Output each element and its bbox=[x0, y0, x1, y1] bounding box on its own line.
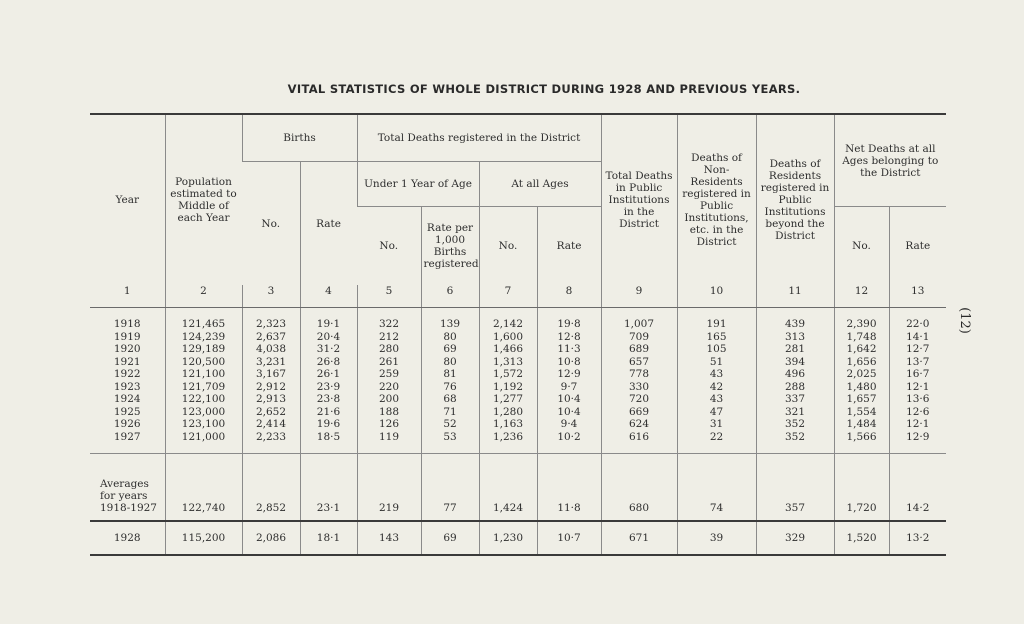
average-value-cell: 357 bbox=[756, 454, 834, 522]
value-cell: 121,465 bbox=[165, 308, 242, 331]
year-cell: 1927 bbox=[113, 430, 141, 443]
column-number: 10 bbox=[677, 285, 756, 308]
vital-statistics-table bbox=[90, 113, 946, 556]
value-cell: 2,913 bbox=[242, 393, 300, 406]
value-cell: 1,480 bbox=[834, 381, 889, 394]
header-year: Year bbox=[115, 194, 139, 206]
average-value-cell: 680 bbox=[601, 454, 677, 522]
table-row bbox=[90, 381, 946, 394]
value-cell: 337 bbox=[756, 393, 834, 406]
column-number: 8 bbox=[537, 285, 601, 308]
value-cell: 2,025 bbox=[834, 368, 889, 381]
header-population: Population estimated to Middle of each Year bbox=[165, 115, 242, 285]
value-cell: 2,652 bbox=[242, 406, 300, 419]
value-cell: 616 bbox=[601, 431, 677, 454]
value-cell: 1,466 bbox=[479, 343, 537, 356]
value-cell: 12·1 bbox=[889, 381, 946, 394]
value-cell: 1,277 bbox=[479, 393, 537, 406]
column-number-row bbox=[90, 285, 946, 308]
value-cell: 12·6 bbox=[889, 406, 946, 419]
value-cell: 31 bbox=[677, 418, 756, 431]
value-cell: 191 bbox=[677, 308, 756, 331]
value-cell: 1,656 bbox=[834, 356, 889, 369]
value-cell: 3,231 bbox=[242, 356, 300, 369]
value-cell: 1,230 bbox=[479, 521, 537, 554]
value-cell: 496 bbox=[756, 368, 834, 381]
value-cell: 69 bbox=[421, 343, 479, 356]
value-cell: 4,038 bbox=[242, 343, 300, 356]
value-cell: 13·7 bbox=[889, 356, 946, 369]
header-net-deaths: Net Deaths at all Ages belonging to the District bbox=[834, 115, 946, 207]
value-cell: 2,637 bbox=[242, 331, 300, 344]
value-cell: 657 bbox=[601, 356, 677, 369]
value-cell: 12·9 bbox=[537, 368, 601, 381]
average-value-cell: 14·2 bbox=[889, 454, 946, 522]
value-cell: 115,200 bbox=[165, 521, 242, 554]
value-cell: 669 bbox=[601, 406, 677, 419]
average-value-cell: 1,424 bbox=[479, 454, 537, 522]
average-value-cell: 219 bbox=[357, 454, 421, 522]
value-cell: 42 bbox=[677, 381, 756, 394]
header-total-deaths: Total Deaths registered in the District bbox=[357, 115, 601, 162]
value-cell: 122,100 bbox=[165, 393, 242, 406]
value-cell: 439 bbox=[756, 308, 834, 331]
header-residents-beyond: Deaths of Residents registered in Public Institutions beyond the District bbox=[756, 115, 834, 285]
value-cell: 31·2 bbox=[300, 343, 357, 356]
value-cell: 259 bbox=[357, 368, 421, 381]
value-cell: 16·7 bbox=[889, 368, 946, 381]
header-births: Births bbox=[242, 115, 357, 162]
value-cell: 1,192 bbox=[479, 381, 537, 394]
value-cell: 709 bbox=[601, 331, 677, 344]
value-cell: 671 bbox=[601, 521, 677, 554]
year-cell: 1928 bbox=[90, 521, 165, 554]
table-row bbox=[90, 418, 946, 431]
column-number: 4 bbox=[300, 285, 357, 308]
value-cell: 288 bbox=[756, 381, 834, 394]
value-cell: 76 bbox=[421, 381, 479, 394]
value-cell: 3,167 bbox=[242, 368, 300, 381]
value-cell: 9·7 bbox=[537, 381, 601, 394]
year-cell: 1920 bbox=[113, 343, 141, 355]
column-number: 2 bbox=[165, 285, 242, 308]
column-number: 13 bbox=[889, 285, 946, 308]
table-row bbox=[90, 356, 946, 369]
averages-label bbox=[90, 454, 165, 522]
year-cell: 1925 bbox=[113, 405, 141, 418]
value-cell: 1,007 bbox=[601, 308, 677, 331]
value-cell: 1,554 bbox=[834, 406, 889, 419]
value-cell: 12·9 bbox=[889, 431, 946, 454]
value-cell: 1,600 bbox=[479, 331, 537, 344]
value-cell: 2,323 bbox=[242, 308, 300, 331]
average-value-cell: 11·8 bbox=[537, 454, 601, 522]
value-cell: 12·7 bbox=[889, 343, 946, 356]
header-net-rate: Rate bbox=[889, 207, 946, 286]
value-cell: 200 bbox=[357, 393, 421, 406]
header-non-residents: Deaths of Non-Residents registered in Public Institutions, etc. in the District bbox=[677, 115, 756, 285]
table-row bbox=[90, 431, 946, 454]
header-all-ages: At all Ages bbox=[479, 162, 601, 207]
value-cell: 10·4 bbox=[537, 406, 601, 419]
value-cell: 69 bbox=[421, 521, 479, 554]
value-cell: 12·8 bbox=[537, 331, 601, 344]
value-cell: 14·1 bbox=[889, 331, 946, 344]
value-cell: 322 bbox=[357, 308, 421, 331]
value-cell: 105 bbox=[677, 343, 756, 356]
value-cell: 280 bbox=[357, 343, 421, 356]
year-cell: 1918 bbox=[113, 318, 141, 330]
value-cell: 778 bbox=[601, 368, 677, 381]
year-cell: 1924 bbox=[113, 393, 141, 405]
value-cell: 9·4 bbox=[537, 418, 601, 431]
value-cell: 2,233 bbox=[242, 431, 300, 454]
value-cell: 220 bbox=[357, 381, 421, 394]
averages-label-line: for years bbox=[100, 490, 148, 502]
value-cell: 212 bbox=[357, 331, 421, 344]
table-row bbox=[90, 406, 946, 419]
value-cell: 1,484 bbox=[834, 418, 889, 431]
value-cell: 1,280 bbox=[479, 406, 537, 419]
table-row bbox=[90, 308, 946, 331]
value-cell: 1,236 bbox=[479, 431, 537, 454]
value-cell: 126 bbox=[357, 418, 421, 431]
value-cell: 329 bbox=[756, 521, 834, 554]
column-number: 9 bbox=[601, 285, 677, 308]
value-cell: 1,566 bbox=[834, 431, 889, 454]
value-cell: 129,189 bbox=[165, 343, 242, 356]
value-cell: 19·6 bbox=[300, 418, 357, 431]
average-value-cell: 122,740 bbox=[165, 454, 242, 522]
value-cell: 21·6 bbox=[300, 406, 357, 419]
value-cell: 1,657 bbox=[834, 393, 889, 406]
column-number: 11 bbox=[756, 285, 834, 308]
header-net-no: No. bbox=[834, 207, 889, 286]
value-cell: 121,709 bbox=[165, 381, 242, 394]
header-all-ages-no: No. bbox=[479, 207, 537, 286]
value-cell: 2,390 bbox=[834, 308, 889, 331]
averages-label-line: Averages bbox=[100, 478, 149, 490]
table-row bbox=[90, 368, 946, 381]
year-1928-row bbox=[90, 521, 946, 554]
average-value-cell: 1,720 bbox=[834, 454, 889, 522]
value-cell: 43 bbox=[677, 393, 756, 406]
header-under-1: Under 1 Year of Age bbox=[357, 162, 479, 207]
average-value-cell: 23·1 bbox=[300, 454, 357, 522]
value-cell: 1,572 bbox=[479, 368, 537, 381]
header-all-ages-rate: Rate bbox=[537, 207, 601, 286]
value-cell: 624 bbox=[601, 418, 677, 431]
value-cell: 321 bbox=[756, 406, 834, 419]
value-cell: 71 bbox=[421, 406, 479, 419]
value-cell: 10·8 bbox=[537, 356, 601, 369]
page-number: (12) bbox=[956, 307, 972, 334]
value-cell: 352 bbox=[756, 431, 834, 454]
averages-row bbox=[90, 454, 946, 522]
column-number: 12 bbox=[834, 285, 889, 308]
column-number: 7 bbox=[479, 285, 537, 308]
table-row bbox=[90, 331, 946, 344]
value-cell: 123,000 bbox=[165, 406, 242, 419]
value-cell: 121,000 bbox=[165, 431, 242, 454]
value-cell: 123,100 bbox=[165, 418, 242, 431]
value-cell: 1,163 bbox=[479, 418, 537, 431]
value-cell: 352 bbox=[756, 418, 834, 431]
value-cell: 47 bbox=[677, 406, 756, 419]
year-cell: 1922 bbox=[113, 368, 141, 380]
year-cell: 1919 bbox=[113, 330, 141, 343]
averages-label-line: 1918-1927 bbox=[100, 502, 157, 514]
value-cell: 281 bbox=[756, 343, 834, 356]
value-cell: 10·2 bbox=[537, 431, 601, 454]
year-cell: 1921 bbox=[113, 355, 141, 368]
value-cell: 10·4 bbox=[537, 393, 601, 406]
header-births-rate: Rate bbox=[300, 162, 357, 286]
value-cell: 1,748 bbox=[834, 331, 889, 344]
value-cell: 330 bbox=[601, 381, 677, 394]
value-cell: 165 bbox=[677, 331, 756, 344]
header-births-no: No. bbox=[261, 217, 281, 230]
value-cell: 11·3 bbox=[537, 343, 601, 356]
value-cell: 18·1 bbox=[300, 521, 357, 554]
value-cell: 68 bbox=[421, 393, 479, 406]
value-cell: 2,912 bbox=[242, 381, 300, 394]
average-value-cell: 74 bbox=[677, 454, 756, 522]
table-title: VITAL STATISTICS OF WHOLE DISTRICT DURING 1928 AND PREVIOUS YEARS. bbox=[287, 82, 801, 96]
value-cell: 124,239 bbox=[165, 331, 242, 344]
value-cell: 23·9 bbox=[300, 381, 357, 394]
value-cell: 2,086 bbox=[242, 521, 300, 554]
year-cell: 1923 bbox=[113, 380, 141, 393]
value-cell: 26·8 bbox=[300, 356, 357, 369]
table-row bbox=[90, 343, 946, 356]
value-cell: 22·0 bbox=[889, 308, 946, 331]
column-number: 1 bbox=[90, 285, 165, 308]
header-under-1-no: No. bbox=[357, 207, 421, 286]
average-value-cell: 77 bbox=[421, 454, 479, 522]
value-cell: 313 bbox=[756, 331, 834, 344]
value-cell: 1,313 bbox=[479, 356, 537, 369]
value-cell: 120,500 bbox=[165, 356, 242, 369]
value-cell: 80 bbox=[421, 356, 479, 369]
value-cell: 394 bbox=[756, 356, 834, 369]
value-cell: 20·4 bbox=[300, 331, 357, 344]
value-cell: 2,414 bbox=[242, 418, 300, 431]
value-cell: 81 bbox=[421, 368, 479, 381]
value-cell: 52 bbox=[421, 418, 479, 431]
value-cell: 39 bbox=[677, 521, 756, 554]
average-value-cell: 2,852 bbox=[242, 454, 300, 522]
header-under-1-rate: Rate per 1,000 Births registered bbox=[421, 207, 479, 286]
year-cell: 1926 bbox=[113, 418, 141, 430]
column-number: 6 bbox=[421, 285, 479, 308]
value-cell: 261 bbox=[357, 356, 421, 369]
value-cell: 1,642 bbox=[834, 343, 889, 356]
value-cell: 12·1 bbox=[889, 418, 946, 431]
value-cell: 2,142 bbox=[479, 308, 537, 331]
value-cell: 51 bbox=[677, 356, 756, 369]
value-cell: 26·1 bbox=[300, 368, 357, 381]
value-cell: 80 bbox=[421, 331, 479, 344]
value-cell: 720 bbox=[601, 393, 677, 406]
value-cell: 188 bbox=[357, 406, 421, 419]
header-public-institutions: Total Deaths in Public Institutions in the District bbox=[601, 115, 677, 285]
column-number: 3 bbox=[242, 285, 300, 308]
value-cell: 119 bbox=[357, 431, 421, 454]
column-number: 5 bbox=[357, 285, 421, 308]
value-cell: 19·8 bbox=[537, 308, 601, 331]
value-cell: 13·6 bbox=[889, 393, 946, 406]
value-cell: 19·1 bbox=[300, 308, 357, 331]
value-cell: 13·2 bbox=[889, 521, 946, 554]
value-cell: 23·8 bbox=[300, 393, 357, 406]
value-cell: 43 bbox=[677, 368, 756, 381]
value-cell: 18·5 bbox=[300, 431, 357, 454]
value-cell: 689 bbox=[601, 343, 677, 356]
value-cell: 1,520 bbox=[834, 521, 889, 554]
value-cell: 121,100 bbox=[165, 368, 242, 381]
value-cell: 53 bbox=[421, 431, 479, 454]
value-cell: 22 bbox=[677, 431, 756, 454]
value-cell: 139 bbox=[421, 308, 479, 331]
table-row bbox=[90, 393, 946, 406]
value-cell: 143 bbox=[357, 521, 421, 554]
value-cell: 10·7 bbox=[537, 521, 601, 554]
